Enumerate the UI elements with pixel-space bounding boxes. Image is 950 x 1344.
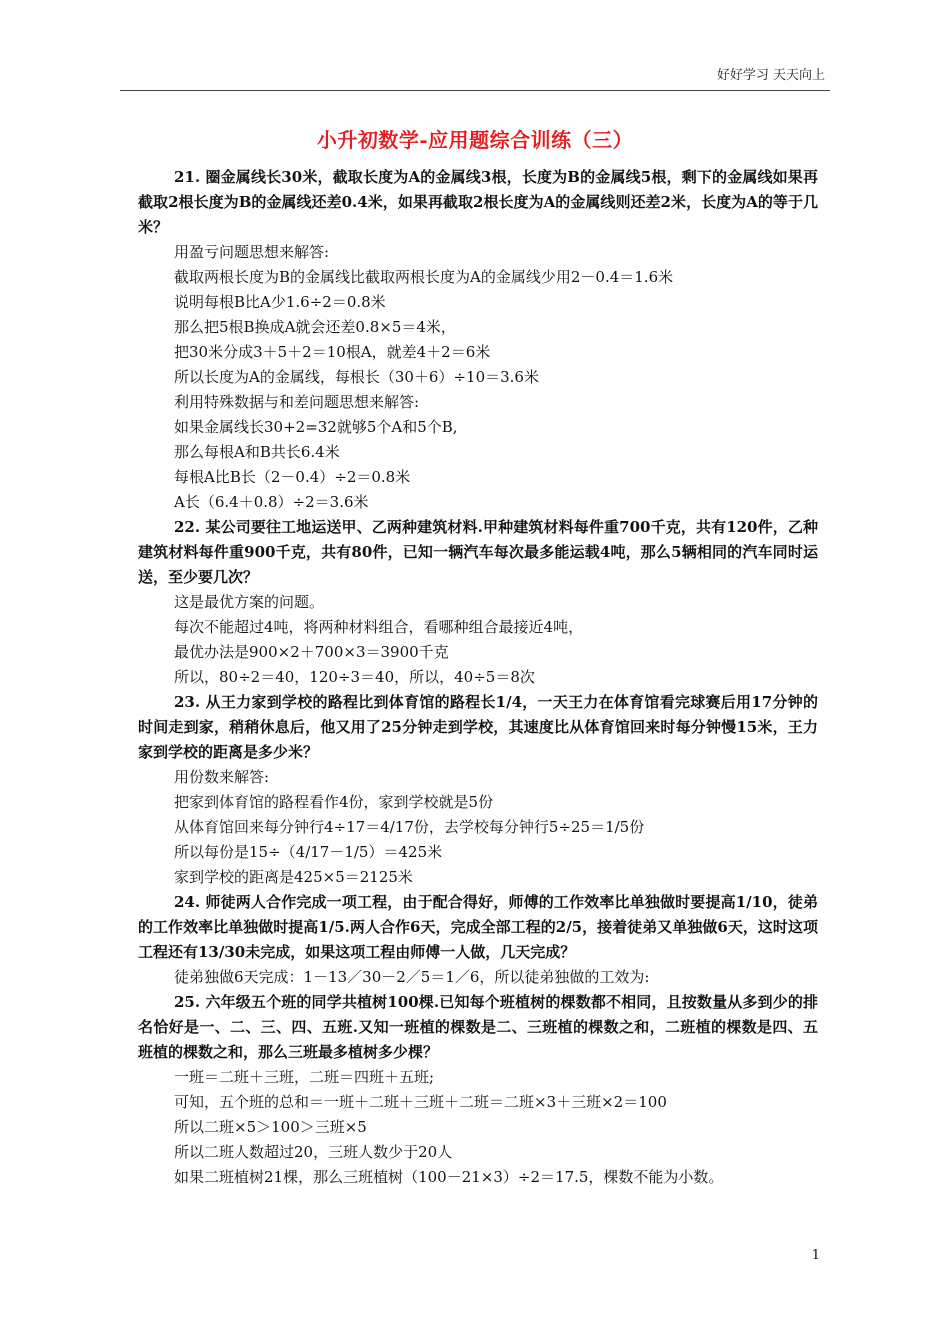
question-23: 23. 从王力家到学校的路程比到体育馆的路程长1/4，一天王力在体育馆看完球赛后用17分钟的时间走到家，稍稍休息后，他又用了25分钟走到学校，其速度比从体育馆回来时每分钟慢15米，王力家到学校的距离是多少米？ [138,693,818,761]
answer-line: 用份数来解答: [174,768,270,786]
answer-line: 家到学校的距离是425×5＝2125米 [174,868,413,886]
answer-line: 所以，80÷2＝40，120÷3＝40，所以，40÷5＝8次 [174,668,535,686]
answer-line: 所以长度为A的金属线，每根长（30＋6）÷10＝3.6米 [174,368,539,386]
question-25: 25. 六年级五个班的同学共植树100棵.已知每个班植树的棵数都不相同，且按数量从多到少的排名恰好是一、二、三、四、五班.又知一班植的棵数是二、三班植的棵数之和，二班植的棵数是四、五班植的棵数之和，那么三班最多植树多少棵？ [138,993,818,1061]
answer-line: 从体育馆回来每分钟行4÷17＝4/17份，去学校每分钟行5÷25＝1/5份 [174,818,645,836]
question-21: 21. 圈金属线长30米，截取长度为A的金属线3根，长度为B的金属线5根，剩下的金属线如果再截取2根长度为B的金属线还差0.4米，如果再截取2根长度为A的金属线则还差2米，长度为A的等于几米？ [138,168,818,236]
answer-line: 截取两根长度为B的金属线比截取两根长度为A的金属线少用2－0.4＝1.6米 [174,268,674,286]
answer-line: 把30米分成3＋5＋2＝10根A，就差4＋2＝6米 [174,343,491,361]
answer-line: 每次不能超过4吨，将两种材料组合，看哪种组合最接近4吨， [174,618,584,636]
document-title: 小升初数学-应用题综合训练（三） [316,128,634,152]
answer-line: 最优办法是900×2＋700×3＝3900千克 [174,643,449,661]
answer-line: 这是最优方案的问题。 [174,593,325,611]
answer-line: 每根A比B长（2－0.4）÷2＝0.8米 [174,468,411,486]
answer-line: 一班＝二班＋三班，二班＝四班＋五班; [174,1068,435,1086]
page-header-motto: 好好学习 天天向上 [716,68,825,83]
question-24: 24. 师徒两人合作完成一项工程，由于配合得好，师傅的工作效率比单独做时要提高1/10，徒弟的工作效率比单独做时提高1/5.两人合作6天，完成全部工程的2/5，接着徒弟又单独做6天，这时这项工程还有13/30未完成，如果这项工程由师傅一人做，几天完成？ [138,893,818,961]
answer-line: A长（6.4＋0.8）÷2＝3.6米 [174,493,369,511]
page-number: 1 [811,1248,820,1263]
answer-line: 所以二班人数超过20，三班人数少于20人 [174,1143,453,1161]
answer-line: 用盈亏问题思想来解答: [174,243,330,261]
answer-line: 把家到体育馆的路程看作4份，家到学校就是5份 [174,793,494,811]
answer-line: 利用特殊数据与和差问题思想来解答: [174,393,420,411]
answer-line: 所以每份是15÷（4/17－1/5）＝425米 [174,843,443,861]
answer-line: 如果二班植树21棵，那么三班植树（100－21×3）÷2＝17.5，棵数不能为小数。 [174,1168,724,1186]
answer-line: 那么把5根B换成A就会还差0.8×5＝4米， [174,318,456,336]
question-22: 22. 某公司要往工地运送甲、乙两种建筑材料.甲种建筑材料每件重700千克，共有120件，乙种建筑材料每件重900千克，共有80件，已知一辆汽车每次最多能运载4吨，那么5辆相同的汽车同时运送，至少要几次？ [138,518,818,586]
answer-line: 如果金属线长30+2=32就够5个A和5个B, [174,418,458,436]
document-body [138,165,818,1190]
answer-line: 那么每根A和B共长6.4米 [174,443,340,461]
answer-line: 所以二班×5＞100＞三班×5 [174,1118,367,1136]
answer-line: 徒弟独做6天完成：1－13／30－2／5＝1／6，所以徒弟独做的工效为: [174,968,650,986]
header-divider [120,90,830,91]
answer-line: 可知，五个班的总和＝一班＋二班＋三班＋二班＝二班×3＋三班×2＝100 [174,1093,667,1111]
answer-line: 说明每根B比A少1.6÷2＝0.8米 [174,293,386,311]
